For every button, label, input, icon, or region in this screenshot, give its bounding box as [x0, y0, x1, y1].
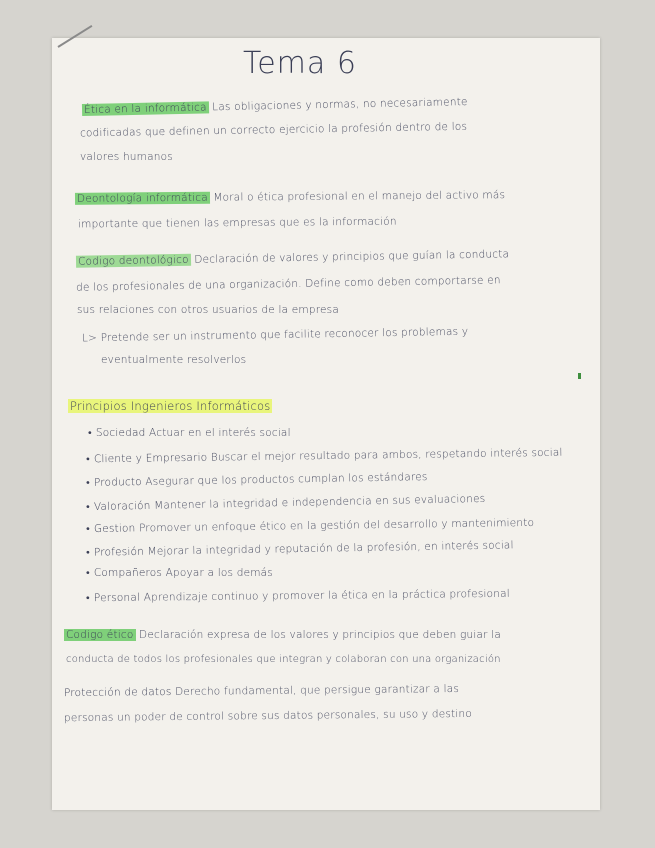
- deontologia-text-1: Moral o ética profesional en el manejo del activo más: [213, 189, 506, 204]
- principle-text: Mejorar la integridad y reputación de la profesión, en interés social: [147, 539, 514, 558]
- codigo-deontologico-note-2: eventualmente resolverlos: [101, 354, 247, 366]
- principle-text: Aprendizaje continuo y promover la ética en la práctica profesional: [143, 587, 510, 604]
- principle-item-valoracion: • Valoración Mantener la integridad e independencia en sus evaluaciones: [85, 492, 486, 514]
- principle-item-gestion: • Gestion Promover un enfoque ético en la gestión del desarrollo y mantenimiento: [85, 516, 535, 536]
- principle-term: Sociedad: [95, 427, 146, 439]
- proteccion-text-2: personas un poder de control sobre sus datos personales, su uso y destino: [63, 707, 472, 725]
- principle-text: Actuar en el interés social: [149, 427, 291, 439]
- green-dot: [578, 373, 581, 379]
- etica-text-2: codificadas que definen un correcto ejercicio la profesión dentro de los: [79, 120, 468, 140]
- codigo-deontologico-term: Codigo deontológico: [77, 253, 189, 268]
- principle-item-sociedad: • Sociedad Actuar en el interés social: [88, 427, 291, 439]
- principle-item-personal: • Personal Aprendizaje continuo y promover la ética en la práctica profesional: [85, 587, 510, 605]
- proteccion-text-1: Derecho fundamental, que persigue garantizar a las: [174, 682, 460, 698]
- principle-term: Valoración: [93, 499, 151, 514]
- codigo-deontologico-text-2: de los profesionales de una organización. Define como deben comportarse en: [75, 274, 501, 294]
- deontologia-text-2: importante que tienen las empresas que es la información: [77, 215, 397, 231]
- note-text-1: Pretende ser un instrumento que facilite reconocer los problemas y: [100, 325, 469, 345]
- deontologia-term: Deontología informática: [76, 191, 208, 205]
- principios-heading-line: [68, 399, 272, 413]
- codigo-etico-text-2: conducta de todos los profesionales que integran y colaboran con una organización: [66, 654, 501, 665]
- principle-text: Apoyar a los demás: [165, 567, 273, 579]
- etica-term: Ética en la informática: [83, 101, 207, 116]
- principle-text: Promover un enfoque ético en la gestión del desarrollo y mantenimiento: [138, 516, 535, 535]
- principios-heading: Principios Ingenieros Informáticos: [70, 399, 271, 413]
- principle-text: Asegurar que los productos cumplan los estándares: [145, 471, 428, 488]
- principle-term: Compañeros: [93, 567, 163, 579]
- principle-term: Cliente y Empresario: [93, 451, 208, 466]
- arrow-mark: L>: [81, 332, 98, 345]
- principle-term: Gestion: [93, 522, 136, 536]
- codigo-deontologico-text-1: Declaración de valores y principios que guían la conducta: [194, 248, 510, 266]
- principle-item-cliente: • Cliente y Empresario Buscar el mejor resultado para ambos, respetando interés social: [85, 446, 563, 466]
- principle-term: Profesión: [93, 545, 145, 559]
- principle-item-profesion: • Profesión Mejorar la integridad y reputación de la profesión, en interés social: [85, 539, 514, 559]
- codigo-etico-line-1: [64, 629, 501, 641]
- principle-item-producto: • Producto Asegurar que los productos cumplan los estándares: [85, 471, 428, 489]
- principle-text: Buscar el mejor resultado para ambos, respetando interés social: [210, 446, 563, 464]
- codigo-etico-term: Codigo ético: [66, 629, 134, 641]
- principle-term: Personal: [93, 591, 141, 605]
- page-title: Tema 6: [243, 46, 357, 81]
- principle-term: Producto: [93, 476, 142, 489]
- etica-text-3: valores humanos: [80, 151, 173, 163]
- etica-text-1: Las obligaciones y normas, no necesariamente: [212, 95, 468, 114]
- proteccion-term: Protección de datos: [63, 685, 172, 700]
- principle-text: Mantener la integridad e independencia en sus evaluaciones: [154, 492, 486, 512]
- principle-item-companeros: • Compañeros Apoyar a los demás: [86, 567, 273, 579]
- codigo-etico-text-1: Declaración expresa de los valores y principios que deben guiar la: [139, 629, 501, 641]
- codigo-deontologico-text-3: sus relaciones con otros usuarios de la empresa: [77, 304, 339, 316]
